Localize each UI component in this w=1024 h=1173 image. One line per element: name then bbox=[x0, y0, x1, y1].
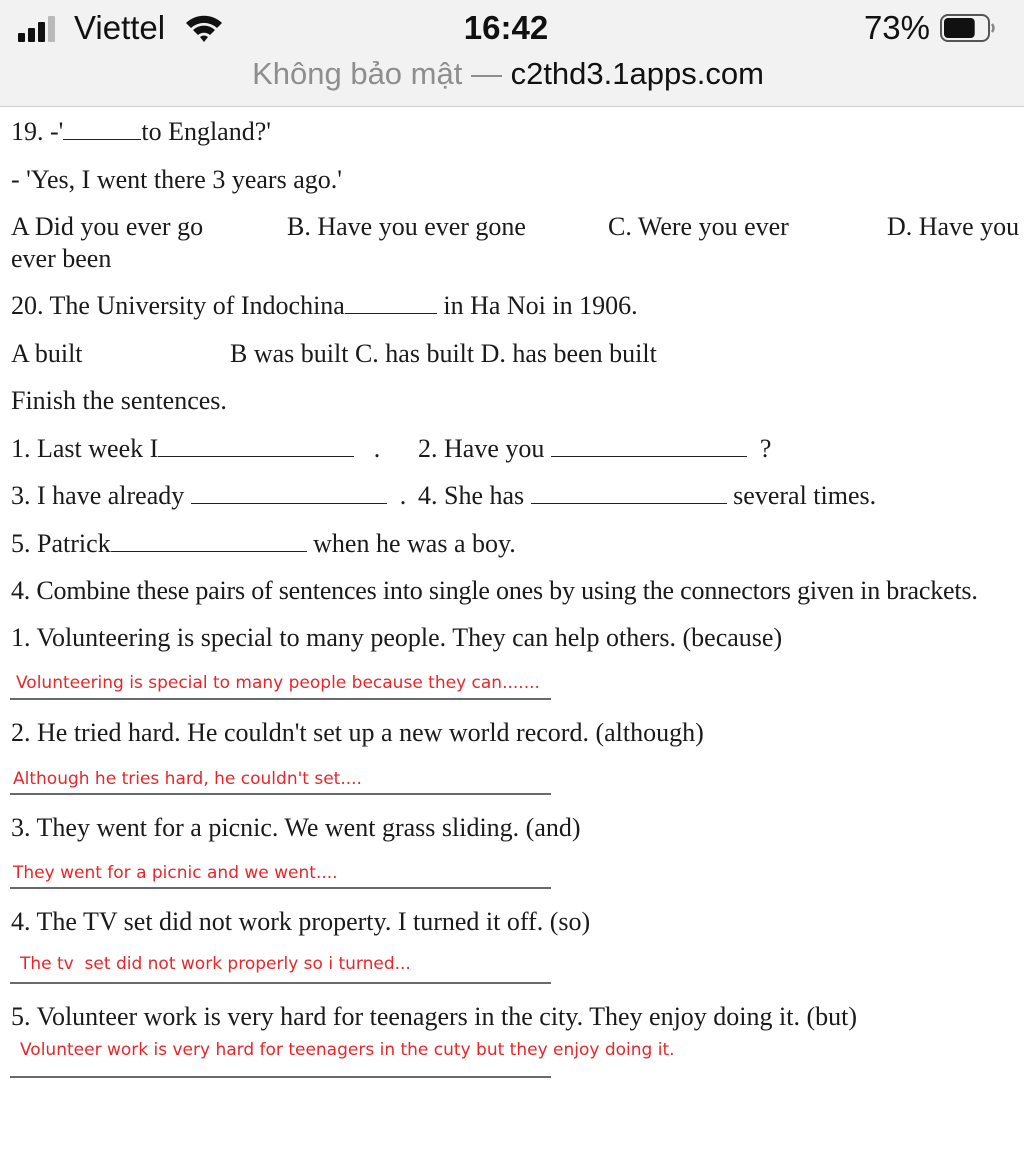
finish-s4-text: 4. She has bbox=[418, 481, 525, 510]
battery-percent: 73% bbox=[863, 9, 930, 46]
combine-answer-1[interactable]: Volunteering is special to many people because they can....... bbox=[16, 673, 540, 693]
carrier-name: Viettel bbox=[74, 9, 166, 46]
combine-q5: 5. Volunteer work is very hard for teenagers in the city. They enjoy doing it. (but) bbox=[11, 1002, 858, 1031]
finish-s4 bbox=[418, 480, 876, 512]
q20-line bbox=[11, 290, 638, 322]
finish-s3-text: 3. I have already bbox=[11, 481, 185, 510]
q19-option-a: A Did you ever go bbox=[11, 212, 204, 241]
finish-s4-blank bbox=[531, 483, 727, 504]
combine-answer-4[interactable]: The tv set did not work properly so i turned... bbox=[20, 954, 411, 974]
answer-line-5 bbox=[10, 1076, 551, 1078]
finish-s3-blank bbox=[191, 483, 387, 504]
combine-q1: 1. Volunteering is special to many people. They can help others. (because) bbox=[11, 623, 783, 652]
q19-suffix: to England?' bbox=[141, 117, 271, 146]
combine-q2: 2. He tried hard. He couldn't set up a new world record. (although) bbox=[11, 718, 704, 747]
url-host: c2thd3.1apps.com bbox=[510, 56, 764, 91]
q20-blank bbox=[345, 293, 437, 314]
security-label: Không bảo mật bbox=[252, 56, 463, 91]
finish-s2-text: 2. Have you bbox=[418, 434, 545, 463]
answer-line-4 bbox=[10, 982, 551, 984]
q20-suffix: in Ha Noi in 1906. bbox=[443, 291, 638, 320]
status-clock: 16:42 bbox=[463, 9, 549, 46]
answer-line-1 bbox=[10, 698, 551, 700]
q19-reply: - 'Yes, I went there 3 years ago.' bbox=[11, 165, 342, 194]
finish-s1 bbox=[11, 433, 380, 465]
q19-option-b: B. Have you ever gone bbox=[287, 212, 526, 241]
finish-s2-end: ? bbox=[759, 434, 772, 463]
finish-s1-blank bbox=[158, 436, 354, 457]
combine-answer-3[interactable]: They went for a picnic and we went.... bbox=[13, 863, 338, 883]
finish-s5-text: 5. Patrick bbox=[11, 529, 111, 558]
finish-s4-end: several times. bbox=[733, 481, 877, 510]
combine-q3: 3. They went for a picnic. We went grass sliding. (and) bbox=[11, 813, 581, 842]
q20-option-a: A built bbox=[11, 339, 83, 368]
q20-prefix: 20. The University of Indochina bbox=[11, 291, 345, 320]
combine-heading: 4. Combine these pairs of sentences into single ones by using the connectors given in brackets. bbox=[11, 576, 978, 605]
finish-s5-blank bbox=[111, 531, 307, 552]
finish-s3 bbox=[11, 480, 406, 512]
finish-s1-text: 1. Last week I bbox=[11, 434, 159, 463]
finish-s2-blank bbox=[551, 436, 747, 457]
finish-s3-end: . bbox=[399, 481, 407, 510]
q19-option-c: C. Were you ever bbox=[608, 212, 789, 241]
q19-prefix: 19. -' bbox=[11, 117, 64, 146]
battery-icon bbox=[940, 14, 996, 42]
answer-line-3 bbox=[10, 887, 551, 889]
finish-s1-end: . bbox=[373, 434, 381, 463]
combine-answer-5[interactable]: Volunteer work is very hard for teenagers in the cuty but they enjoy doing it. bbox=[20, 1040, 675, 1060]
q19-blank bbox=[63, 119, 141, 140]
answer-line-2 bbox=[10, 793, 551, 795]
combine-answer-2[interactable]: Although he tries hard, he couldn't set.... bbox=[13, 769, 362, 789]
q20-options-rest: B was built C. has built D. has been built bbox=[230, 339, 657, 368]
finish-s5-end: when he was a boy. bbox=[313, 529, 516, 558]
browser-top-bar bbox=[0, 0, 1024, 107]
finish-heading: Finish the sentences. bbox=[11, 386, 227, 415]
q19-option-d: D. Have you bbox=[887, 212, 1020, 241]
q19-line bbox=[11, 116, 271, 148]
combine-q4: 4. The TV set did not work property. I turned it off. (so) bbox=[11, 907, 591, 936]
finish-s5 bbox=[11, 528, 516, 560]
url-separator: — bbox=[462, 56, 511, 91]
q19-option-d-cont: ever been bbox=[11, 244, 112, 273]
url-bar[interactable] bbox=[0, 52, 1016, 96]
finish-s2 bbox=[418, 433, 771, 465]
